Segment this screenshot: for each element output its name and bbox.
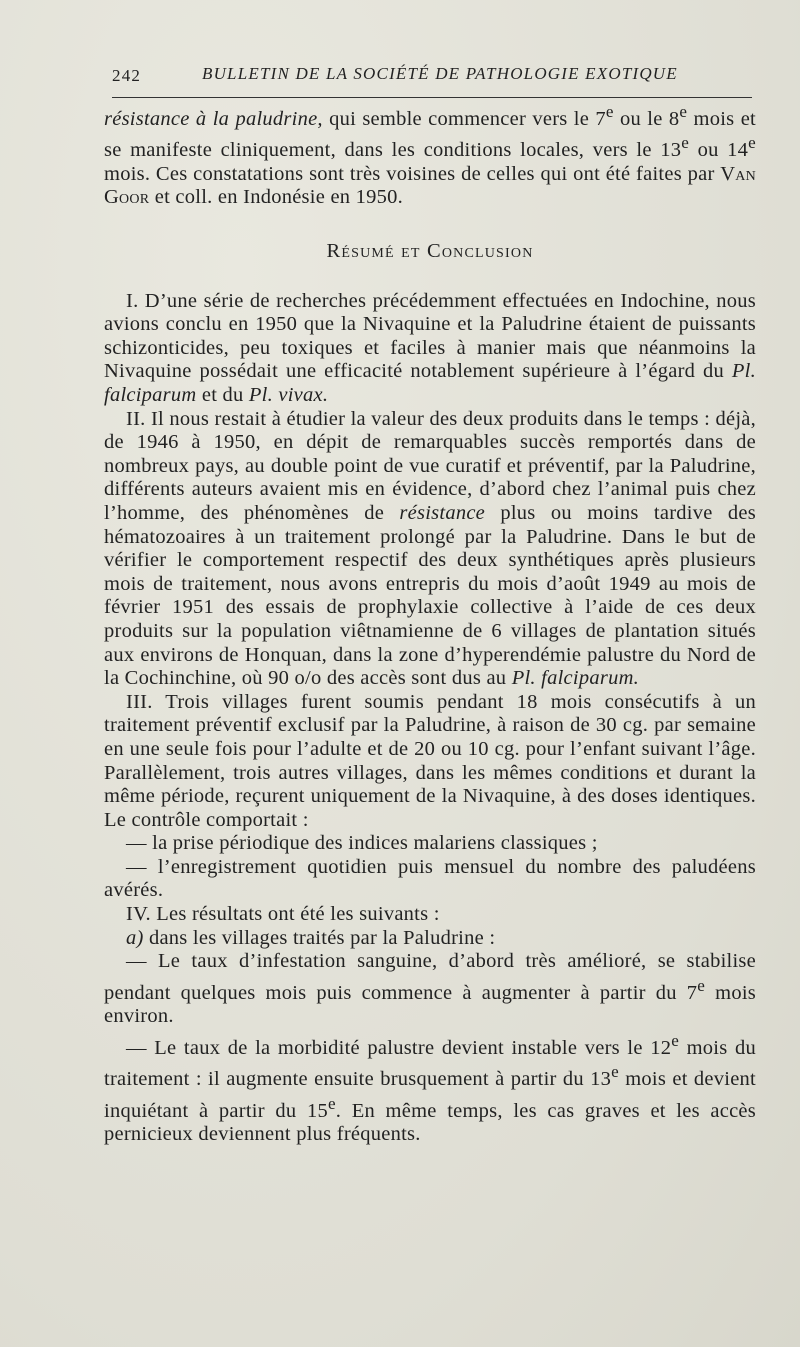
paragraph-2: II. Il nous restait à étudier la valeur des deux produits dans le temps : déjà, de 1946 à 1950, en dépit de remarquables succès remportés dans de nombreux pays, au double point de vue curatif et préventif, par la Paludrine, différents auteurs avaient mis en évidence, d’abord chez l’animal puis chez l’homme, des phénomènes de résistance plus ou moins tardive des hématozoaires à un traitement prolongé par la Paludrine. Dans le but de vérifier le comportement respectif des deux synthétiques après plusieurs mois de traitement, nous avons entrepris du mois d’août 1949 au mois de février 1951 des essais de prophylaxie collective à l’aide de ces deux produits sur la population viêtnamienne de 6 villages de plantation situés aux environs de Honquan, dans la zone d’hyperendémie palustre du Nord de la Cochinchine, où 90 o/o des accès sont dus au Pl. falciparum. <box>104 407 756 690</box>
dash-item-4: — Le taux de la morbidité palustre devient instable vers le 12e mois du traitement : il augmente ensuite brusquement à partir du 13e mois et devient inquiétant à partir du 15e. En même temps, les cas graves et les accès pernicieux deviennent plus fréquents. <box>104 1030 757 1146</box>
running-head <box>112 64 752 92</box>
body-text <box>104 100 756 1147</box>
section-heading: Résumé et Conclusion <box>326 240 534 263</box>
dash-item-3: — Le taux d’infestation sanguine, d’abord très amélioré, se stabilise pendant quelques mois puis commence à augmenter à partir du 7e mois environ. <box>104 950 757 1028</box>
paragraph-4: IV. Les résultats ont été les suivants : <box>126 903 440 926</box>
paragraph-1: I. D’une série de recherches précédemment effectuées en Indochine, nous avions conclu en 1950 que la Nivaquine et la Paludrine étaient de puissants schizonticides, peu toxiques et faciles à manier mais que néanmoins la Nivaquine possédait une efficacité notablement supérieure à l’égard du Pl. falciparum et du Pl. vivax. <box>104 289 756 406</box>
dash-item-2: — l’enregistrement quotidien puis mensuel du nombre des paludéens avérés. <box>104 855 756 902</box>
dash-item-1: — la prise périodique des indices malariens classiques ; <box>126 832 598 855</box>
intro-paragraph: résistance à la paludrine, qui semble commencer vers le 7e ou le 8e mois et se manifeste cliniquement, dans les conditions locales, vers le 13e ou 14e mois. Ces constatations sont très voisines de celles qui ont été faites par Van Goor et coll. en Indonésie en 1950. <box>104 102 756 209</box>
author-name: Van Goor <box>104 162 756 209</box>
paragraph-5: a) dans les villages traités par la Paludrine : <box>126 926 496 949</box>
resistance-phrase: résistance à la paludrine, <box>104 107 323 130</box>
page-number: 242 <box>112 66 142 85</box>
journal-title: BULLETIN DE LA SOCIÉTÉ DE PATHOLOGIE EXOTIQUE <box>202 64 678 83</box>
paragraph-3: III. Trois villages furent soumis pendant 18 mois consécutifs à un traitement préventif exclusif par la Paludrine, à raison de 30 cg. par semaine en une seule fois pour l’adulte et de 20 ou 10 cg. pour l’enfant suivant l’âge. Parallèlement, trois autres villages, dans les mêmes conditions et durant la même période, reçurent uniquement de la Nivaquine, à des doses identiques. Le contrôle comportait : <box>104 690 756 831</box>
header-rule <box>112 97 752 98</box>
